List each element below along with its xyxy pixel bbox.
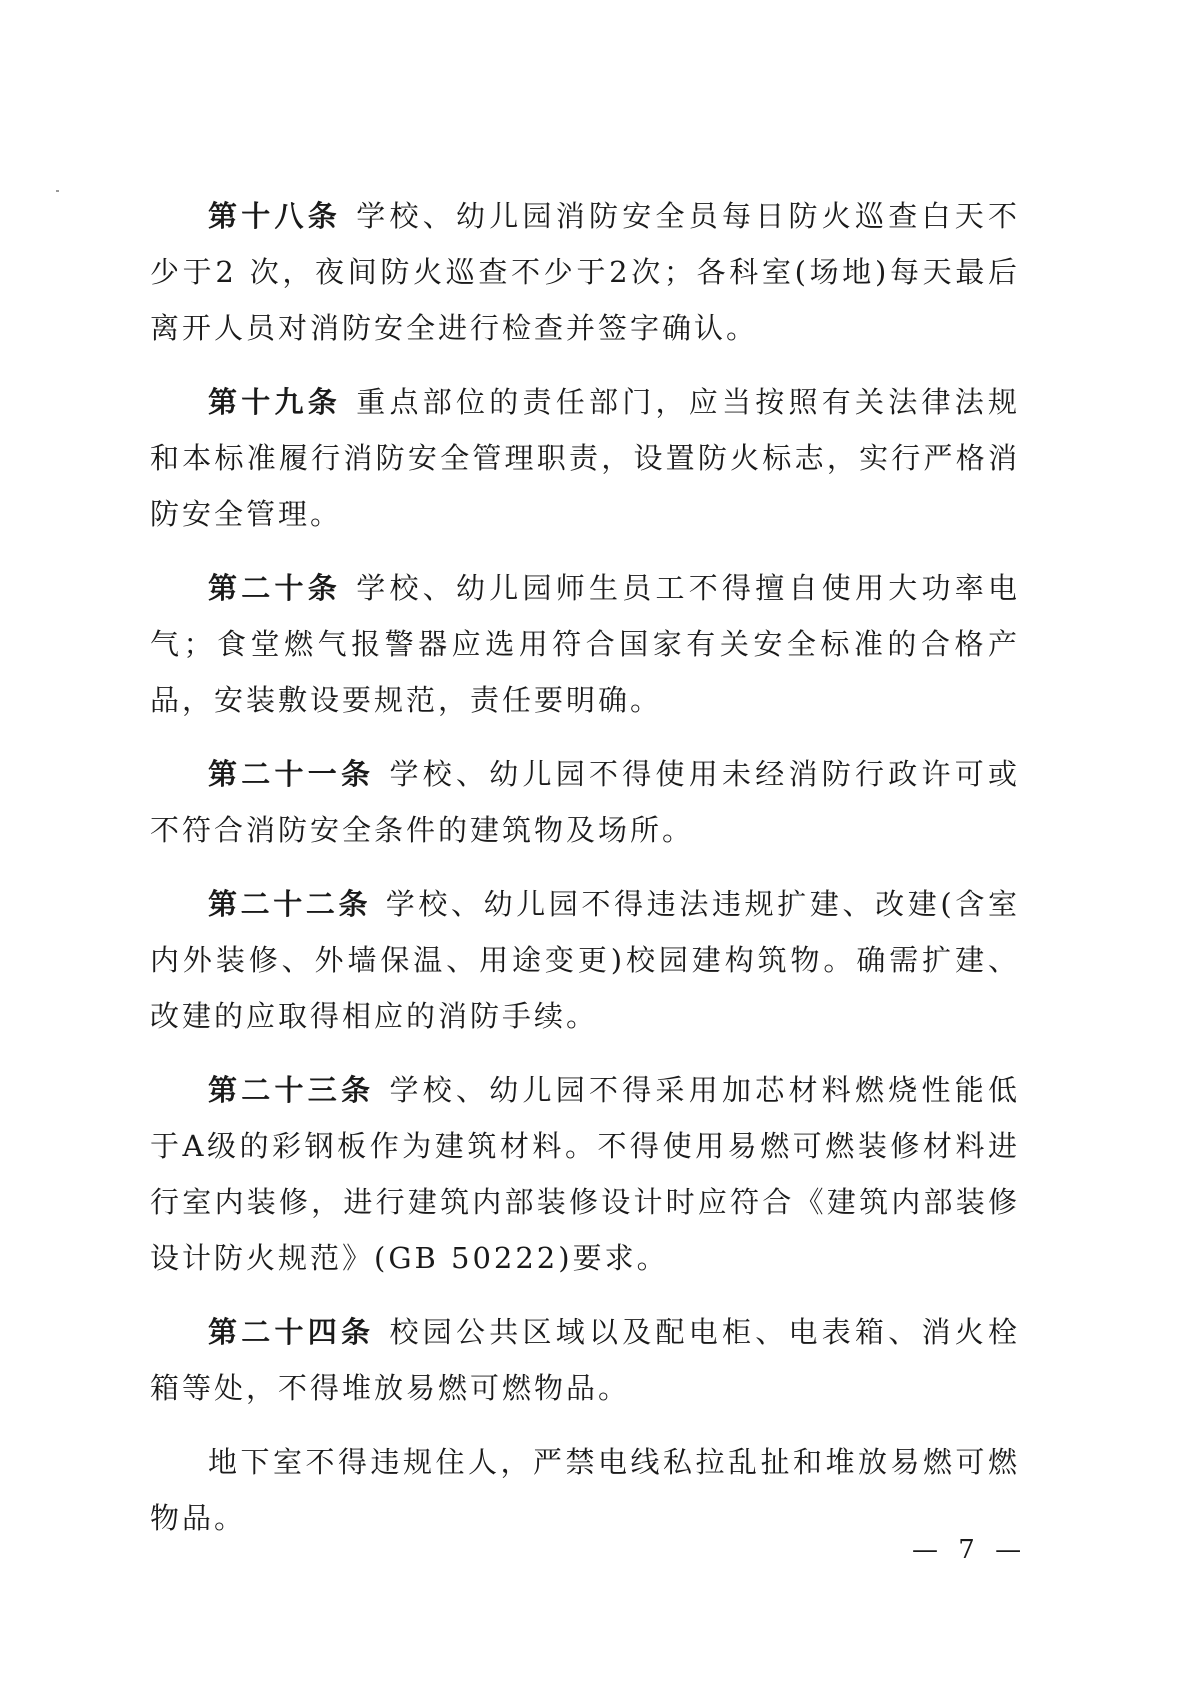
article-heading: 第十八条	[208, 199, 341, 233]
article-20	[150, 560, 1020, 728]
article-heading: 第二十二条	[208, 887, 372, 921]
article-19	[150, 374, 1020, 542]
scan-speck	[56, 190, 59, 192]
article-text: 学校、幼儿园消防安全员每日防火巡查白天不少于2 次，夜间防火巡查不少于2次；各科室(场地)每天最后离开人员对消防安全进行检查并签字确认。	[150, 199, 1020, 345]
article-text: 学校、幼儿园不得采用加芯材料燃烧性能低于A级的彩钢板作为建筑材料。不得使用易燃可燃装修材料进行室内装修，进行建筑内部装修设计时应符合《建筑内部装修设计防火规范》(GB 50222)要求。	[150, 1073, 1020, 1275]
article-text: 学校、幼儿园不得使用未经消防行政许可或不符合消防安全条件的建筑物及场所。	[150, 757, 1020, 847]
article-text: 学校、幼儿园不得违法违规扩建、改建(含室内外装修、外墙保温、用途变更)校园建构筑物。确需扩建、改建的应取得相应的消防手续。	[150, 887, 1020, 1033]
article-22	[150, 876, 1020, 1044]
document-body	[150, 188, 1020, 1564]
article-23	[150, 1062, 1020, 1286]
article-18	[150, 188, 1020, 356]
article-heading: 第二十一条	[208, 757, 375, 791]
article-heading: 第二十四条	[208, 1315, 375, 1349]
article-heading: 第二十条	[208, 571, 341, 605]
article-text: 学校、幼儿园师生员工不得擅自使用大功率电气；食堂燃气报警器应选用符合国家有关安全标准的合格产品，安装敷设要规范，责任要明确。	[150, 571, 1020, 717]
extra-paragraph: 地下室不得违规住人，严禁电线私拉乱扯和堆放易燃可燃物品。	[150, 1445, 1020, 1535]
page-number: — 7 —	[912, 1535, 1028, 1565]
article-text: 重点部位的责任部门，应当按照有关法律法规和本标准履行消防安全管理职责，设置防火标志，实行严格消防安全管理。	[150, 385, 1020, 531]
article-21	[150, 746, 1020, 858]
article-24	[150, 1304, 1020, 1416]
article-text: 校园公共区域以及配电柜、电表箱、消火栓箱等处，不得堆放易燃可燃物品。	[150, 1315, 1020, 1405]
article-heading: 第十九条	[208, 385, 341, 419]
article-heading: 第二十三条	[208, 1073, 375, 1107]
